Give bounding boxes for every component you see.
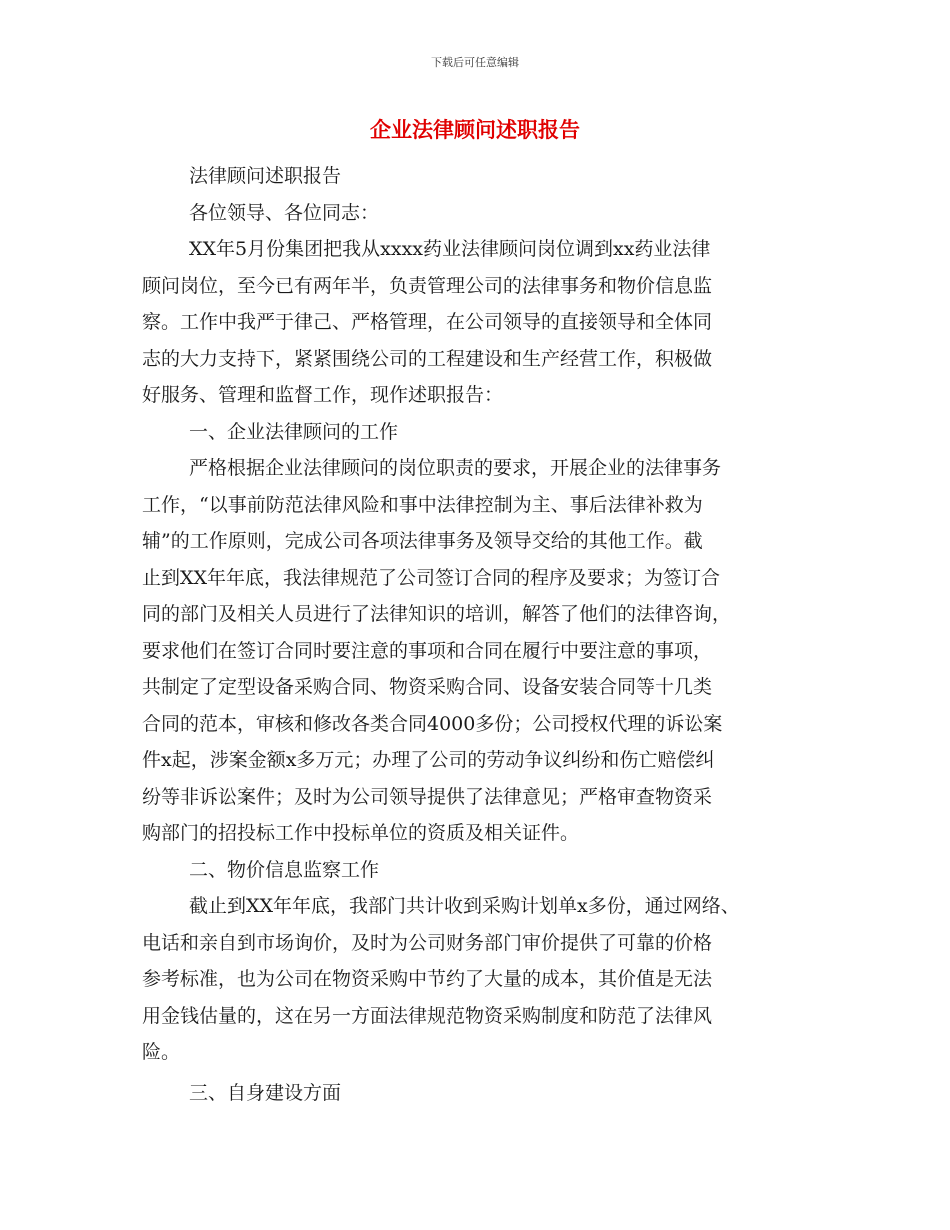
text-line: 合同的范本，审核和修改各类合同4000多份；公司授权代理的诉讼案 xyxy=(142,712,723,735)
greeting: 各位领导、各位同志： xyxy=(189,201,380,224)
text-line: 严格根据企业法律顾问的岗位职责的要求，开展企业的法律事务 xyxy=(189,457,722,479)
page-header: 下载后可任意编辑 xyxy=(431,56,519,69)
text-line: 电话和亲自到市场询价，及时为公司财务部门审价提供了可靠的价格 xyxy=(142,931,713,954)
text-line: 纷等非诉讼案件；及时为公司领导提供了法律意见；严格审查物资采 xyxy=(142,785,713,808)
text-line: 要求他们在签订合同时要注意的事项和合同在履行中要注意的事项， xyxy=(142,639,713,662)
section1-paragraph xyxy=(142,450,810,852)
text-line: 截止到XX年年底，我部门共计收到采购计划单x多份，通过网络、 xyxy=(189,895,740,917)
text-line: 参考标准，也为公司在物资采购中节约了大量的成本，其价值是无法 xyxy=(142,968,713,990)
text-line: 察。工作中我严于律己、严格管理，在公司领导的直接领导和全体同 xyxy=(142,311,713,333)
section2-paragraph xyxy=(142,888,810,1071)
text-line: 辅”的工作原则，完成公司各项法律事务及领导交给的其他工作。截 xyxy=(142,530,703,552)
intro-paragraph xyxy=(142,231,810,414)
text-line: 志的大力支持下，紧紧围绕公司的工程建设和生产经营工作，积极做 xyxy=(142,347,713,370)
section1-heading: 一、企业法律顾问的工作 xyxy=(189,420,399,443)
text-line: 用金钱估量的，这在另一方面法律规范物资采购制度和防范了法律风 xyxy=(142,1004,713,1027)
text-line: 同的部门及相关人员进行了法律知识的培训，解答了他们的法律咨询， xyxy=(142,603,732,625)
text-line: 共制定了定型设备采购合同、物资采购合同、设备安装合同等十几类 xyxy=(142,676,713,698)
text-line: 顾问岗位，至今已有两年半，负责管理公司的法律事务和物价信息监 xyxy=(142,274,713,297)
text-line: 购部门的招投标工作中投标单位的资质及相关证件。 xyxy=(142,822,580,844)
subtitle: 法律顾问述职报告 xyxy=(189,165,342,187)
text-line: 险。 xyxy=(142,1041,181,1063)
document-title: 企业法律顾问述职报告 xyxy=(370,118,580,142)
text-line: 件x起，涉案金额x多万元；办理了公司的劳动争议纠纷和伤亡赔偿纠 xyxy=(142,749,715,771)
text-line: 工作，“以事前防范法律风险和事中法律控制为主、事后法律补救为 xyxy=(142,493,703,516)
text-line: XX年5月份集团把我从xxxx药业法律顾问岗位调到xx药业法律 xyxy=(189,238,711,260)
text-line: 止到XX年年底，我法律规范了公司签订合同的程序及要求；为签订合 xyxy=(142,566,721,589)
section2-heading: 二、物价信息监察工作 xyxy=(189,858,380,881)
section3-heading: 三、自身建设方面 xyxy=(189,1081,342,1104)
document-body xyxy=(142,158,810,1111)
text-line: 好服务、管理和监督工作，现作述职报告： xyxy=(142,384,504,406)
